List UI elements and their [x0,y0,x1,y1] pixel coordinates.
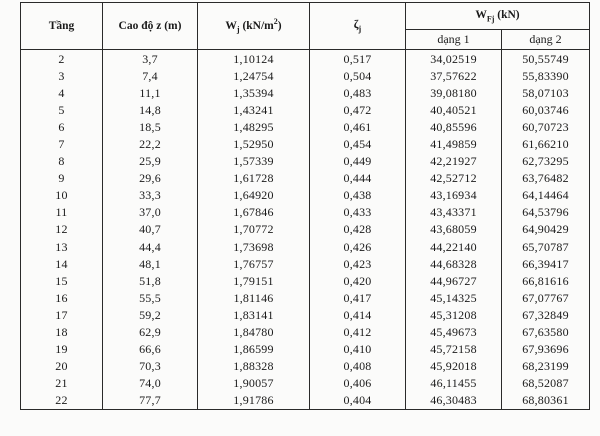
table-row [21,392,590,410]
cell-wj: 1,83141 [198,306,310,323]
cell-zeta: 0,504 [310,67,406,84]
cell-m2: 55,83390 [502,67,590,84]
cell-z: 25,9 [103,153,198,170]
cell-z: 40,7 [103,221,198,238]
cell-m1: 43,68059 [406,221,502,238]
cell-m1: 45,31208 [406,306,502,323]
table-row [21,67,590,84]
cell-z: 55,5 [103,289,198,306]
cell-m2: 61,66210 [502,135,590,152]
cell-z: 44,4 [103,238,198,255]
cell-z: 62,9 [103,324,198,341]
cell-m2: 58,07103 [502,84,590,101]
table-row [21,221,590,238]
table-row [21,255,590,272]
cell-zeta: 0,433 [310,204,406,221]
cell-floor: 10 [21,187,103,204]
cell-zeta: 0,420 [310,272,406,289]
cell-zeta: 0,517 [310,50,406,68]
table-row [21,306,590,323]
cell-floor: 18 [21,324,103,341]
cell-m2: 64,14464 [502,187,590,204]
header-wj: $W_j$ $(kN/m^2)$ [198,3,310,50]
wind-load-table [20,2,590,410]
cell-zeta: 0,423 [310,255,406,272]
cell-m1: 40,40521 [406,101,502,118]
cell-z: 7,4 [103,67,198,84]
cell-m1: 42,21927 [406,153,502,170]
cell-m1: 45,14325 [406,289,502,306]
cell-m1: 45,92018 [406,358,502,375]
cell-z: 3,7 [103,50,198,68]
cell-wj: 1,81146 [198,289,310,306]
cell-wj: 1,91786 [198,392,310,410]
table-row [21,135,590,152]
cell-z: 59,2 [103,306,198,323]
cell-zeta: 0,461 [310,118,406,135]
cell-z: 51,8 [103,272,198,289]
cell-m2: 64,53796 [502,204,590,221]
cell-wj: 1,88328 [198,358,310,375]
cell-m1: 43,43371 [406,204,502,221]
cell-wj: 1,64920 [198,187,310,204]
cell-floor: 4 [21,84,103,101]
cell-m2: 68,80361 [502,392,590,410]
cell-m2: 67,63580 [502,324,590,341]
cell-z: 48,1 [103,255,198,272]
cell-wj: 1,57339 [198,153,310,170]
cell-z: 77,7 [103,392,198,410]
cell-floor: 15 [21,272,103,289]
cell-wj: 1,67846 [198,204,310,221]
cell-wj: 1,76757 [198,255,310,272]
cell-m1: 41,49859 [406,135,502,152]
cell-zeta: 0,428 [310,221,406,238]
cell-floor: 19 [21,341,103,358]
cell-floor: 8 [21,153,103,170]
cell-m2: 50,55749 [502,50,590,68]
cell-z: 37,0 [103,204,198,221]
cell-wj: 1,48295 [198,118,310,135]
table-row [21,375,590,392]
cell-zeta: 0,410 [310,341,406,358]
cell-zeta: 0,438 [310,187,406,204]
header-mode-2: dạng 2 [502,30,590,50]
cell-m1: 39,08180 [406,84,502,101]
cell-m1: 44,68328 [406,255,502,272]
cell-floor: 22 [21,392,103,410]
table-body [21,50,590,410]
cell-z: 29,6 [103,170,198,187]
cell-zeta: 0,408 [310,358,406,375]
cell-m1: 37,57622 [406,67,502,84]
cell-wj: 1,90057 [198,375,310,392]
cell-floor: 5 [21,101,103,118]
cell-zeta: 0,414 [310,306,406,323]
header-floor: Tầng [21,3,103,50]
cell-m2: 67,07767 [502,289,590,306]
cell-zeta: 0,454 [310,135,406,152]
cell-floor: 20 [21,358,103,375]
cell-m2: 67,93696 [502,341,590,358]
table-row [21,101,590,118]
cell-zeta: 0,417 [310,289,406,306]
cell-m2: 65,70787 [502,238,590,255]
cell-z: 70,3 [103,358,198,375]
cell-z: 18,5 [103,118,198,135]
cell-zeta: 0,426 [310,238,406,255]
cell-floor: 6 [21,118,103,135]
cell-wj: 1,35394 [198,84,310,101]
cell-m1: 40,85596 [406,118,502,135]
cell-z: 11,1 [103,84,198,101]
cell-wj: 1,84780 [198,324,310,341]
cell-m1: 46,11455 [406,375,502,392]
table-row [21,272,590,289]
cell-m2: 64,90429 [502,221,590,238]
cell-m2: 68,52087 [502,375,590,392]
header-zeta: $\zeta_j$ [310,3,406,50]
table-row [21,187,590,204]
cell-wj: 1,61728 [198,170,310,187]
cell-wj: 1,79151 [198,272,310,289]
cell-m2: 63,76482 [502,170,590,187]
cell-wj: 1,70772 [198,221,310,238]
table-row [21,341,590,358]
cell-wj: 1,86599 [198,341,310,358]
cell-zeta: 0,406 [310,375,406,392]
cell-m2: 68,23199 [502,358,590,375]
cell-zeta: 0,483 [310,84,406,101]
cell-zeta: 0,472 [310,101,406,118]
cell-zeta: 0,412 [310,324,406,341]
table-row [21,170,590,187]
cell-floor: 13 [21,238,103,255]
table-row [21,50,590,68]
cell-floor: 7 [21,135,103,152]
cell-z: 22,2 [103,135,198,152]
header-wfj: $W_{Fj}$ (kN) [406,3,590,30]
cell-m2: 62,73295 [502,153,590,170]
cell-m2: 60,70723 [502,118,590,135]
cell-m1: 43,16934 [406,187,502,204]
cell-m1: 34,02519 [406,50,502,68]
cell-z: 33,3 [103,187,198,204]
table-row [21,324,590,341]
cell-m1: 42,52712 [406,170,502,187]
cell-floor: 12 [21,221,103,238]
cell-wj: 1,73698 [198,238,310,255]
cell-z: 14,8 [103,101,198,118]
cell-m1: 44,96727 [406,272,502,289]
table-row [21,118,590,135]
cell-floor: 9 [21,170,103,187]
cell-floor: 17 [21,306,103,323]
cell-m2: 67,32849 [502,306,590,323]
table-row [21,358,590,375]
table-row [21,204,590,221]
header-mode-1: dạng 1 [406,30,502,50]
table-row [21,84,590,101]
cell-wj: 1,24754 [198,67,310,84]
cell-m1: 45,72158 [406,341,502,358]
cell-m2: 66,39417 [502,255,590,272]
header-height: Cao độ z (m) [103,3,198,50]
cell-z: 74,0 [103,375,198,392]
cell-floor: 11 [21,204,103,221]
cell-wj: 1,10124 [198,50,310,68]
cell-floor: 16 [21,289,103,306]
cell-m2: 60,03746 [502,101,590,118]
cell-floor: 3 [21,67,103,84]
table-row [21,238,590,255]
cell-wj: 1,52950 [198,135,310,152]
cell-m1: 46,30483 [406,392,502,410]
table-row [21,289,590,306]
cell-zeta: 0,444 [310,170,406,187]
cell-wj: 1,43241 [198,101,310,118]
cell-floor: 14 [21,255,103,272]
cell-m1: 45,49673 [406,324,502,341]
cell-m1: 44,22140 [406,238,502,255]
cell-m2: 66,81616 [502,272,590,289]
cell-zeta: 0,449 [310,153,406,170]
cell-floor: 2 [21,50,103,68]
table-row [21,153,590,170]
cell-zeta: 0,404 [310,392,406,410]
cell-floor: 21 [21,375,103,392]
cell-z: 66,6 [103,341,198,358]
